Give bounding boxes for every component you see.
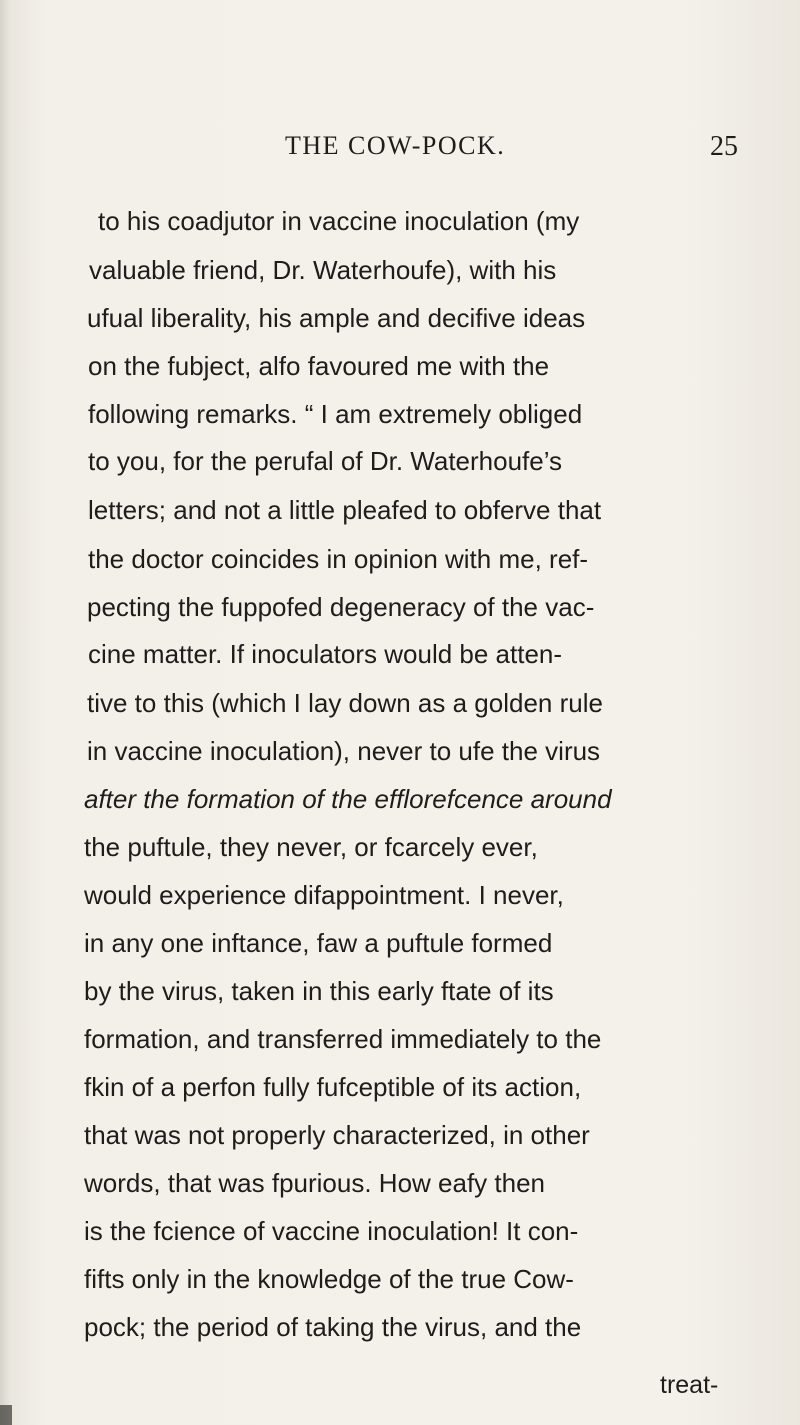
text-line: fifts only in the knowledge of the true Cow- [84,1264,574,1294]
text-line: after the formation of the efflorefcence around [84,784,612,814]
text-line: the doctor coincides in opinion with me, ref- [88,544,589,574]
text-line: pock; the period of taking the virus, and the [84,1312,582,1342]
text-line: in vaccine inoculation), never to ufe the virus [87,736,601,766]
text-line: ufual liberality, his ample and decifive ideas [87,303,586,333]
text-line: valuable friend, Dr. Waterhoufe), with his [89,255,557,285]
text-line: the puftule, they never, or fcarcely ever, [84,832,538,862]
running-title: THE COW-POCK. [285,131,506,160]
text-line: is the fcience of vaccine inoculation! It con- [84,1216,579,1246]
text-line: on the fubject, alfo favoured me with the [88,351,550,381]
catchword: treat- [660,1371,719,1399]
text-line: by the virus, taken in this early ftate of its [84,976,554,1006]
text-line: fkin of a perfon fully fufceptible of its action, [84,1072,582,1102]
text-line: cine matter. If inoculators would be atten- [88,639,563,669]
text-line: that was not properly characterized, in other [84,1120,590,1150]
text-line: pecting the fuppofed degeneracy of the vac- [87,592,595,622]
text-line: to his coadjutor in vaccine inoculation (my [98,206,580,236]
text-line: would experience difappointment. I never, [84,880,564,910]
text-line: following remarks. “ I am extremely obliged [88,399,583,429]
text-line: to you, for the perufal of Dr. Waterhoufe’s [88,446,563,476]
page-number: 25 [710,131,738,162]
text-line: in any one inftance, faw a puftule formed [84,928,553,958]
text-line: words, that was fpurious. How eafy then [84,1168,546,1198]
text-line: letters; and not a little pleafed to obferve that [88,495,602,525]
scan-edge-mark [0,1405,12,1425]
text-line: tive to this (which I lay down as a golden rule [87,688,603,718]
text-line: formation, and transferred immediately to the [84,1024,602,1054]
